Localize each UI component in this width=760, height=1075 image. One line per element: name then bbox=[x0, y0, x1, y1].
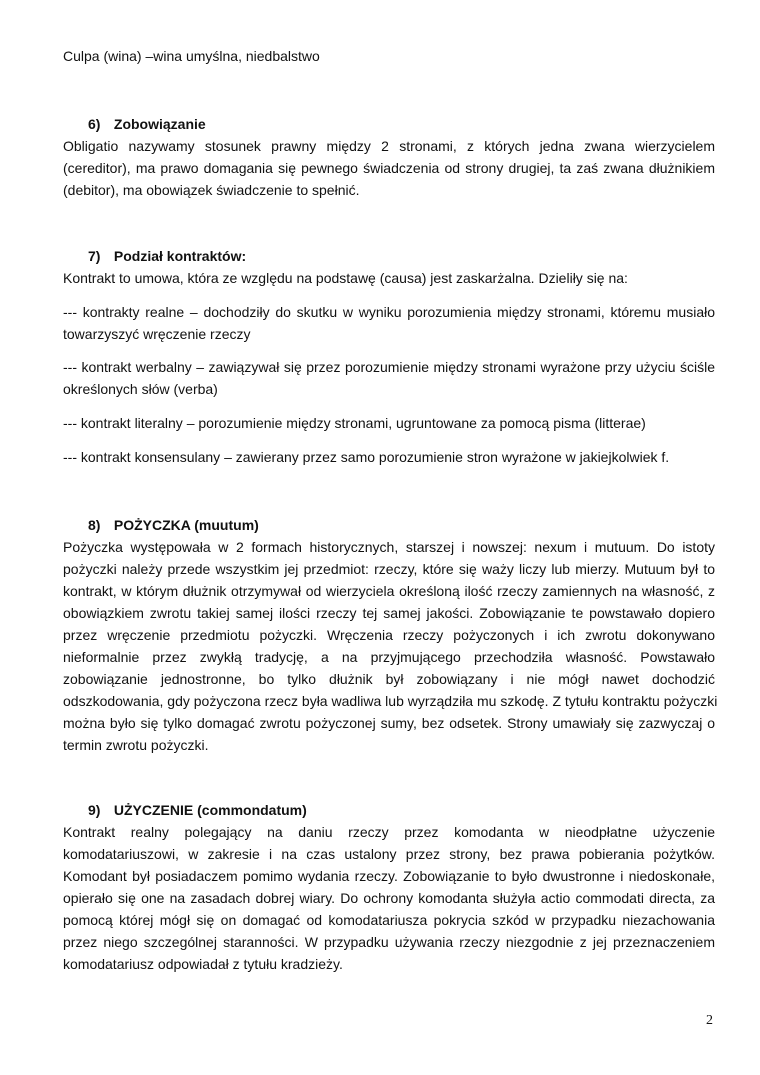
paragraph-line: opierało się one na zasadach dobrej wiary. Do ochrony komodanta służyła actio commodati directa, za bbox=[63, 890, 715, 906]
paragraph-line: Komodant był posiadaczem pomimo wydania rzeczy. Zobowiązanie to było dwustronne i niedoskonałe, bbox=[63, 868, 715, 884]
paragraph-line: kontrakt, w którym dłużnik otrzymywał od wierzyciela określoną ilość rzeczy zamiennych na własność, z bbox=[63, 583, 715, 599]
contract-item-verbal bbox=[63, 356, 715, 400]
paragraph-line: (cereditor), ma prawo domagania się pewnego świadczenia od strony drugiej, ta zaś zwana dłużnikiem bbox=[63, 160, 715, 176]
paragraph-line: można było się tylko domagać zwrotu pożyczonej sumy, bez odsetek. Strony umawiały się zazwyczaj o bbox=[63, 715, 715, 731]
paragraph-line: komodatariusz odpowiadał z tytułu kradzieży. bbox=[63, 956, 343, 972]
section-9-heading bbox=[88, 799, 307, 821]
paragraph-line: towarzyszyć wręczenie rzeczy bbox=[63, 326, 251, 342]
section-6-paragraph bbox=[63, 135, 715, 201]
contract-item-real bbox=[63, 301, 715, 345]
section-8-number: 8) bbox=[88, 517, 101, 533]
section-6-title: Zobowiązanie bbox=[113, 116, 206, 132]
paragraph-line: zobowiązanie jednostronne, bo tylko dłużnik był zobowiązany i nie mógł nawet dochodzić bbox=[63, 671, 715, 687]
section-7-intro: Kontrakt to umowa, która ze względu na podstawę (causa) jest zaskarżalna. Dzieliły się na: bbox=[63, 270, 628, 286]
paragraph-line: odszkodowania, gdy pożyczona rzecz była wadliwa lub wyrządziła mu szkodę. Z tytułu kontraktu pożyczki bbox=[63, 693, 718, 709]
contract-item-consensual: --- kontrakt konsensulany – zawierany przez samo porozumienie stron wyrażone w jakiejkolwiek f. bbox=[63, 449, 670, 465]
paragraph-line: przez wręczenie przedmiotu pożyczki. Wręczenia rzeczy pożyczonych i ich zwrotu dokonywano bbox=[63, 627, 715, 643]
section-6-number: 6) bbox=[88, 116, 101, 132]
paragraph-line: obowiązkiem zwrotu takiej samej ilości rzeczy tej samej jakości. Zobowiązanie te powstawało dopiero bbox=[63, 605, 715, 621]
section-8-title: POŻYCZKA (muutum) bbox=[113, 517, 259, 533]
section-7-heading bbox=[88, 245, 246, 267]
paragraph-line: Obligatio nazywamy stosunek prawny między 2 stronami, z których jedna zwana wierzycielem bbox=[63, 138, 715, 154]
paragraph-line: Pożyczka występowała w 2 formach historycznych, starszej i nowszej: nexum i mutuum. Do istoty bbox=[63, 539, 715, 555]
paragraph-line: pożyczki należy przede wszystkim jej przedmiot: rzeczy, które się waży liczy lub mierzy. Mutuum był to bbox=[63, 561, 715, 577]
section-9-title: UŻYCZENIE (commondatum) bbox=[113, 802, 307, 818]
section-7-number: 7) bbox=[88, 248, 101, 264]
paragraph-line: (debitor), ma obowiązek świadczenie to spełnić. bbox=[63, 182, 360, 198]
paragraph-line: określonych słów (verba) bbox=[63, 381, 218, 397]
section-9-paragraph bbox=[63, 821, 715, 975]
contract-item-literal: --- kontrakt literalny – porozumienie między stronami, ugruntowane za pomocą pisma (litterae) bbox=[63, 415, 646, 431]
paragraph-line: Kontrakt realny polegający na daniu rzeczy przez komodanta w nieodpłatne użyczenie bbox=[63, 824, 715, 840]
section-6-heading bbox=[88, 113, 206, 135]
section-9-number: 9) bbox=[88, 802, 101, 818]
intro-line: Culpa (wina) –wina umyślna, niedbalstwo bbox=[63, 48, 320, 64]
paragraph-line: komodatariuszowi, w zakresie i na czas ustalony przez strony, bez prawa pobierania pożytków. bbox=[63, 846, 715, 862]
section-8-heading bbox=[88, 514, 259, 536]
section-8-paragraph bbox=[63, 536, 718, 756]
paragraph-line: przez niego szczególnej staranności. W przypadku używania rzeczy niezgodnie z jej przeznaczeniem bbox=[63, 934, 715, 950]
section-7-title: Podział kontraktów: bbox=[113, 248, 247, 264]
paragraph-line: pomocą której mógł się on domagać od komodatariusza pokrycia szkód w przypadku niezachowania bbox=[63, 912, 715, 928]
page-number: 2 bbox=[706, 1013, 713, 1028]
paragraph-line: nieformalnie przez zwykłą tradycję, a na przyjmującego przechodziła własność. Powstawało bbox=[63, 649, 715, 665]
paragraph-line: termin zwrotu pożyczki. bbox=[63, 737, 209, 753]
paragraph-line: --- kontrakty realne – dochodziły do skutku w wyniku porozumienia między stronami, któremu musiało bbox=[63, 304, 715, 320]
paragraph-line: --- kontrakt werbalny – zawiązywał się przez porozumienie między stronami wyrażone przy użyciu ściśle bbox=[63, 359, 715, 375]
